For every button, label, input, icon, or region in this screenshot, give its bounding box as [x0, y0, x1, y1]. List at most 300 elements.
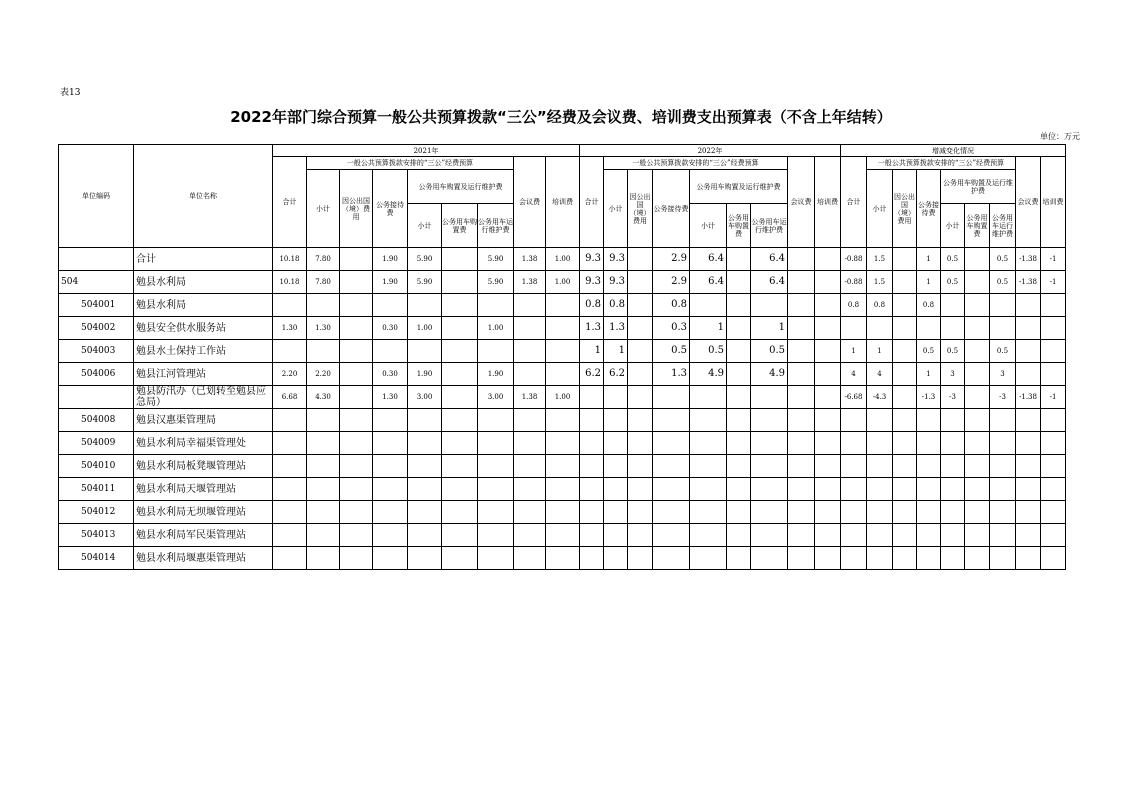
- value-cell: [690, 294, 727, 317]
- value-cell: [373, 432, 408, 455]
- value-cell: [604, 524, 628, 547]
- value-cell: [340, 340, 373, 363]
- value-cell: [580, 432, 604, 455]
- value-cell: 4.9: [690, 363, 727, 386]
- header-abroad: 因公出国（境）费用: [893, 170, 917, 248]
- value-cell: [690, 478, 727, 501]
- value-cell: [990, 547, 1016, 570]
- value-cell: [815, 248, 841, 271]
- value-cell: [990, 432, 1016, 455]
- value-cell: [867, 317, 893, 340]
- value-cell: 1: [917, 271, 941, 294]
- header-car-subtotal: 小计: [690, 204, 727, 248]
- value-cell: 3: [990, 363, 1016, 386]
- value-cell: [307, 409, 340, 432]
- header-sangong: 一般公共预算拨款安排的“三公”经费预算: [307, 157, 514, 170]
- value-cell: 2.9: [653, 248, 690, 271]
- value-cell: [965, 524, 990, 547]
- value-cell: [514, 363, 546, 386]
- header-unit-name: 单位名称: [134, 145, 273, 248]
- value-cell: [546, 317, 580, 340]
- value-cell: [841, 409, 867, 432]
- value-cell: [815, 271, 841, 294]
- value-cell: 9.3: [580, 271, 604, 294]
- value-cell: [965, 248, 990, 271]
- value-cell: 0.8: [604, 294, 628, 317]
- value-cell: [340, 271, 373, 294]
- value-cell: [841, 478, 867, 501]
- value-cell: [478, 340, 514, 363]
- value-cell: 1.30: [373, 386, 408, 409]
- value-cell: [514, 478, 546, 501]
- value-cell: -1.38: [1016, 248, 1041, 271]
- value-cell: [990, 478, 1016, 501]
- value-cell: [788, 501, 815, 524]
- unit-code-cell: [59, 248, 134, 271]
- value-cell: [653, 524, 690, 547]
- value-cell: [990, 317, 1016, 340]
- value-cell: [307, 547, 340, 570]
- value-cell: [514, 294, 546, 317]
- value-cell: [788, 455, 815, 478]
- value-cell: 1: [690, 317, 727, 340]
- value-cell: [941, 432, 965, 455]
- value-cell: [965, 294, 990, 317]
- header-car-run: 公务用车运行维护费: [990, 204, 1016, 248]
- header-car-group: 公务用车购置及运行维护费: [690, 170, 788, 204]
- unit-name-cell: 勉县水利局堰惠渠管理站: [134, 547, 273, 570]
- header-subtotal: 小计: [307, 170, 340, 248]
- table-body: [59, 248, 1066, 570]
- value-cell: [815, 317, 841, 340]
- value-cell: 0.5: [941, 271, 965, 294]
- value-cell: 4: [867, 363, 893, 386]
- value-cell: 4: [841, 363, 867, 386]
- value-cell: 6.4: [751, 248, 788, 271]
- value-cell: 6.4: [690, 271, 727, 294]
- unit-name-cell: 勉县水利局: [134, 294, 273, 317]
- value-cell: [990, 455, 1016, 478]
- value-cell: [893, 363, 917, 386]
- value-cell: [965, 501, 990, 524]
- value-cell: [340, 524, 373, 547]
- value-cell: [408, 294, 442, 317]
- value-cell: [373, 455, 408, 478]
- value-cell: [941, 478, 965, 501]
- unit-code-cell: 504002: [59, 317, 134, 340]
- value-cell: [408, 340, 442, 363]
- header-total: 合计: [841, 157, 867, 248]
- table-row: [59, 478, 1066, 501]
- table-row: [59, 294, 1066, 317]
- value-cell: [727, 363, 751, 386]
- value-cell: [340, 294, 373, 317]
- value-cell: [478, 524, 514, 547]
- unit-code-cell: 504: [59, 271, 134, 294]
- header-subtotal: 小计: [604, 170, 628, 248]
- value-cell: [478, 432, 514, 455]
- value-cell: 5.90: [408, 271, 442, 294]
- value-cell: [965, 386, 990, 409]
- value-cell: [690, 432, 727, 455]
- value-cell: [841, 524, 867, 547]
- header-meeting: 会议费: [514, 157, 546, 248]
- header-training: 培训费: [815, 157, 841, 248]
- value-cell: [478, 478, 514, 501]
- value-cell: [965, 432, 990, 455]
- value-cell: [373, 547, 408, 570]
- value-cell: -1: [1041, 271, 1066, 294]
- value-cell: [478, 409, 514, 432]
- value-cell: [788, 317, 815, 340]
- value-cell: [604, 386, 628, 409]
- value-cell: [867, 547, 893, 570]
- table-row: [59, 409, 1066, 432]
- value-cell: [273, 547, 307, 570]
- header-sangong: 一般公共预算拨款安排的“三公”经费预算: [867, 157, 1016, 170]
- unit-code-cell: 504003: [59, 340, 134, 363]
- value-cell: [1041, 340, 1066, 363]
- value-cell: [1016, 455, 1041, 478]
- unit-name-cell: 勉县安全供水服务站: [134, 317, 273, 340]
- value-cell: 6.68: [273, 386, 307, 409]
- header-car-buy: 公务用车购置费: [727, 204, 751, 248]
- value-cell: -1.3: [917, 386, 941, 409]
- value-cell: -1: [1041, 248, 1066, 271]
- value-cell: [628, 409, 653, 432]
- value-cell: [273, 409, 307, 432]
- value-cell: 0.8: [653, 294, 690, 317]
- value-cell: 0.5: [690, 340, 727, 363]
- value-cell: [690, 386, 727, 409]
- value-cell: 3.00: [478, 386, 514, 409]
- value-cell: [941, 294, 965, 317]
- value-cell: [965, 547, 990, 570]
- value-cell: [841, 547, 867, 570]
- value-cell: [273, 340, 307, 363]
- value-cell: 9.3: [580, 248, 604, 271]
- header-training: 培训费: [546, 157, 580, 248]
- header-reception: 公务接待费: [653, 170, 690, 248]
- value-cell: [965, 317, 990, 340]
- value-cell: 5.90: [408, 248, 442, 271]
- value-cell: [340, 432, 373, 455]
- value-cell: [442, 340, 478, 363]
- header-subtotal: 小计: [867, 170, 893, 248]
- value-cell: [307, 478, 340, 501]
- value-cell: [893, 501, 917, 524]
- value-cell: [1041, 432, 1066, 455]
- value-cell: [727, 524, 751, 547]
- value-cell: [580, 386, 604, 409]
- value-cell: [546, 340, 580, 363]
- value-cell: 1.90: [373, 271, 408, 294]
- value-cell: [1041, 524, 1066, 547]
- unit-code-cell: [59, 386, 134, 409]
- unit-code-cell: 504014: [59, 547, 134, 570]
- value-cell: [917, 317, 941, 340]
- table-row: [59, 386, 1066, 409]
- value-cell: 0.3: [653, 317, 690, 340]
- value-cell: [373, 501, 408, 524]
- value-cell: [841, 317, 867, 340]
- value-cell: [442, 386, 478, 409]
- value-cell: [788, 340, 815, 363]
- value-cell: [546, 478, 580, 501]
- value-cell: 1: [751, 317, 788, 340]
- value-cell: [990, 524, 1016, 547]
- value-cell: [307, 294, 340, 317]
- value-cell: [965, 409, 990, 432]
- header-total: 合计: [580, 157, 604, 248]
- table-row: [59, 271, 1066, 294]
- value-cell: [788, 432, 815, 455]
- value-cell: [628, 248, 653, 271]
- value-cell: 0.5: [653, 340, 690, 363]
- value-cell: 0.8: [867, 294, 893, 317]
- value-cell: [893, 432, 917, 455]
- value-cell: [727, 386, 751, 409]
- value-cell: 3: [941, 363, 965, 386]
- budget-table: [58, 144, 1066, 570]
- value-cell: [1041, 294, 1066, 317]
- value-cell: [653, 501, 690, 524]
- value-cell: [815, 478, 841, 501]
- value-cell: 7.80: [307, 271, 340, 294]
- value-cell: [751, 294, 788, 317]
- unit-code-cell: 504006: [59, 363, 134, 386]
- value-cell: [653, 409, 690, 432]
- value-cell: [893, 317, 917, 340]
- value-cell: [867, 432, 893, 455]
- unit-name-cell: 勉县江河管理站: [134, 363, 273, 386]
- value-cell: [941, 501, 965, 524]
- value-cell: [604, 455, 628, 478]
- value-cell: [917, 409, 941, 432]
- value-cell: -0.88: [841, 248, 867, 271]
- value-cell: [273, 524, 307, 547]
- value-cell: [373, 409, 408, 432]
- value-cell: [340, 455, 373, 478]
- value-cell: [917, 478, 941, 501]
- unit-name-cell: 勉县水利局无坝堰管理站: [134, 501, 273, 524]
- value-cell: [546, 409, 580, 432]
- value-cell: 1.00: [546, 271, 580, 294]
- value-cell: 2.9: [653, 271, 690, 294]
- table-number-label: 表13: [60, 88, 81, 98]
- value-cell: [373, 340, 408, 363]
- value-cell: [340, 501, 373, 524]
- value-cell: [788, 547, 815, 570]
- value-cell: [893, 478, 917, 501]
- value-cell: [628, 455, 653, 478]
- value-cell: [628, 386, 653, 409]
- value-cell: 0.5: [990, 248, 1016, 271]
- value-cell: [788, 363, 815, 386]
- value-cell: 4.30: [307, 386, 340, 409]
- value-cell: [788, 386, 815, 409]
- value-cell: 1.90: [478, 363, 514, 386]
- value-cell: [690, 409, 727, 432]
- value-cell: [653, 386, 690, 409]
- value-cell: 4.9: [751, 363, 788, 386]
- value-cell: 1.3: [653, 363, 690, 386]
- value-cell: [893, 294, 917, 317]
- value-cell: [751, 547, 788, 570]
- value-cell: [340, 478, 373, 501]
- value-cell: [751, 501, 788, 524]
- header-car-buy: 公务用车购置费: [965, 204, 990, 248]
- header-car-run: 公务用车运行维护费: [478, 204, 514, 248]
- value-cell: 5.90: [478, 271, 514, 294]
- value-cell: [514, 455, 546, 478]
- value-cell: [442, 478, 478, 501]
- value-cell: [628, 478, 653, 501]
- value-cell: [1016, 524, 1041, 547]
- value-cell: 0.8: [841, 294, 867, 317]
- value-cell: [1016, 432, 1041, 455]
- unit-code-cell: 504008: [59, 409, 134, 432]
- value-cell: [788, 409, 815, 432]
- value-cell: [751, 432, 788, 455]
- value-cell: 0.5: [751, 340, 788, 363]
- value-cell: [841, 455, 867, 478]
- value-cell: 0.30: [373, 317, 408, 340]
- unit-code-cell: 504011: [59, 478, 134, 501]
- value-cell: 0.30: [373, 363, 408, 386]
- value-cell: [628, 547, 653, 570]
- value-cell: [917, 524, 941, 547]
- value-cell: 6.2: [604, 363, 628, 386]
- value-cell: [580, 524, 604, 547]
- value-cell: [442, 432, 478, 455]
- unit-name-cell: 勉县水利局幸福渠管理处: [134, 432, 273, 455]
- value-cell: [580, 478, 604, 501]
- value-cell: [893, 524, 917, 547]
- value-cell: [815, 547, 841, 570]
- table-row: [59, 455, 1066, 478]
- value-cell: [1016, 409, 1041, 432]
- header-abroad: 因公出国（境）费用: [628, 170, 653, 248]
- header-reception: 公务接待费: [373, 170, 408, 248]
- value-cell: [546, 363, 580, 386]
- value-cell: [442, 455, 478, 478]
- value-cell: [788, 248, 815, 271]
- header-abroad: 因公出国（境）费用: [340, 170, 373, 248]
- value-cell: [442, 248, 478, 271]
- value-cell: [340, 409, 373, 432]
- value-cell: [727, 547, 751, 570]
- table-row: [59, 432, 1066, 455]
- value-cell: [690, 501, 727, 524]
- value-cell: [727, 317, 751, 340]
- value-cell: [442, 524, 478, 547]
- value-cell: [442, 271, 478, 294]
- value-cell: [273, 478, 307, 501]
- value-cell: [815, 524, 841, 547]
- unit-code-cell: 504010: [59, 455, 134, 478]
- value-cell: [917, 455, 941, 478]
- value-cell: [941, 547, 965, 570]
- unit-name-cell: 勉县水利局天堰管理站: [134, 478, 273, 501]
- value-cell: [478, 294, 514, 317]
- value-cell: -6.68: [841, 386, 867, 409]
- value-cell: 1: [867, 340, 893, 363]
- value-cell: 1: [841, 340, 867, 363]
- value-cell: [604, 501, 628, 524]
- value-cell: [727, 340, 751, 363]
- value-cell: [727, 501, 751, 524]
- value-cell: [514, 317, 546, 340]
- value-cell: [990, 409, 1016, 432]
- value-cell: [941, 317, 965, 340]
- value-cell: [514, 409, 546, 432]
- value-cell: [867, 501, 893, 524]
- value-cell: [373, 478, 408, 501]
- value-cell: [546, 294, 580, 317]
- value-cell: [478, 455, 514, 478]
- header-year-2022: 2022年: [580, 145, 841, 157]
- value-cell: [893, 409, 917, 432]
- value-cell: [893, 386, 917, 409]
- value-cell: [307, 340, 340, 363]
- header-car-group: 公务用车购置及运行维护费: [941, 170, 1016, 204]
- value-cell: [1041, 547, 1066, 570]
- value-cell: [1041, 501, 1066, 524]
- value-cell: [941, 455, 965, 478]
- table-row: [59, 340, 1066, 363]
- value-cell: [727, 432, 751, 455]
- value-cell: [580, 547, 604, 570]
- value-cell: 1.90: [373, 248, 408, 271]
- value-cell: [1016, 363, 1041, 386]
- value-cell: [727, 478, 751, 501]
- value-cell: [604, 432, 628, 455]
- unit-name-cell: 勉县水利局: [134, 271, 273, 294]
- value-cell: [408, 432, 442, 455]
- value-cell: -3: [941, 386, 965, 409]
- header-car-subtotal: 小计: [408, 204, 442, 248]
- value-cell: 1.38: [514, 271, 546, 294]
- value-cell: [727, 294, 751, 317]
- value-cell: -1: [1041, 386, 1066, 409]
- value-cell: 1.00: [478, 317, 514, 340]
- value-cell: 1.38: [514, 248, 546, 271]
- table-row: [59, 363, 1066, 386]
- table-row: [59, 317, 1066, 340]
- value-cell: [442, 409, 478, 432]
- value-cell: [815, 409, 841, 432]
- value-cell: [628, 363, 653, 386]
- value-cell: [815, 455, 841, 478]
- value-cell: [408, 478, 442, 501]
- value-cell: [307, 432, 340, 455]
- header-total: 合计: [273, 157, 307, 248]
- value-cell: [1041, 409, 1066, 432]
- header-change: 增减变化情况: [841, 145, 1066, 157]
- value-cell: 3.00: [408, 386, 442, 409]
- value-cell: [546, 524, 580, 547]
- value-cell: [751, 455, 788, 478]
- value-cell: [273, 501, 307, 524]
- value-cell: 1.3: [604, 317, 628, 340]
- value-cell: 1.30: [273, 317, 307, 340]
- value-cell: [604, 547, 628, 570]
- value-cell: 10.18: [273, 248, 307, 271]
- value-cell: [751, 386, 788, 409]
- value-cell: [965, 455, 990, 478]
- value-cell: [788, 524, 815, 547]
